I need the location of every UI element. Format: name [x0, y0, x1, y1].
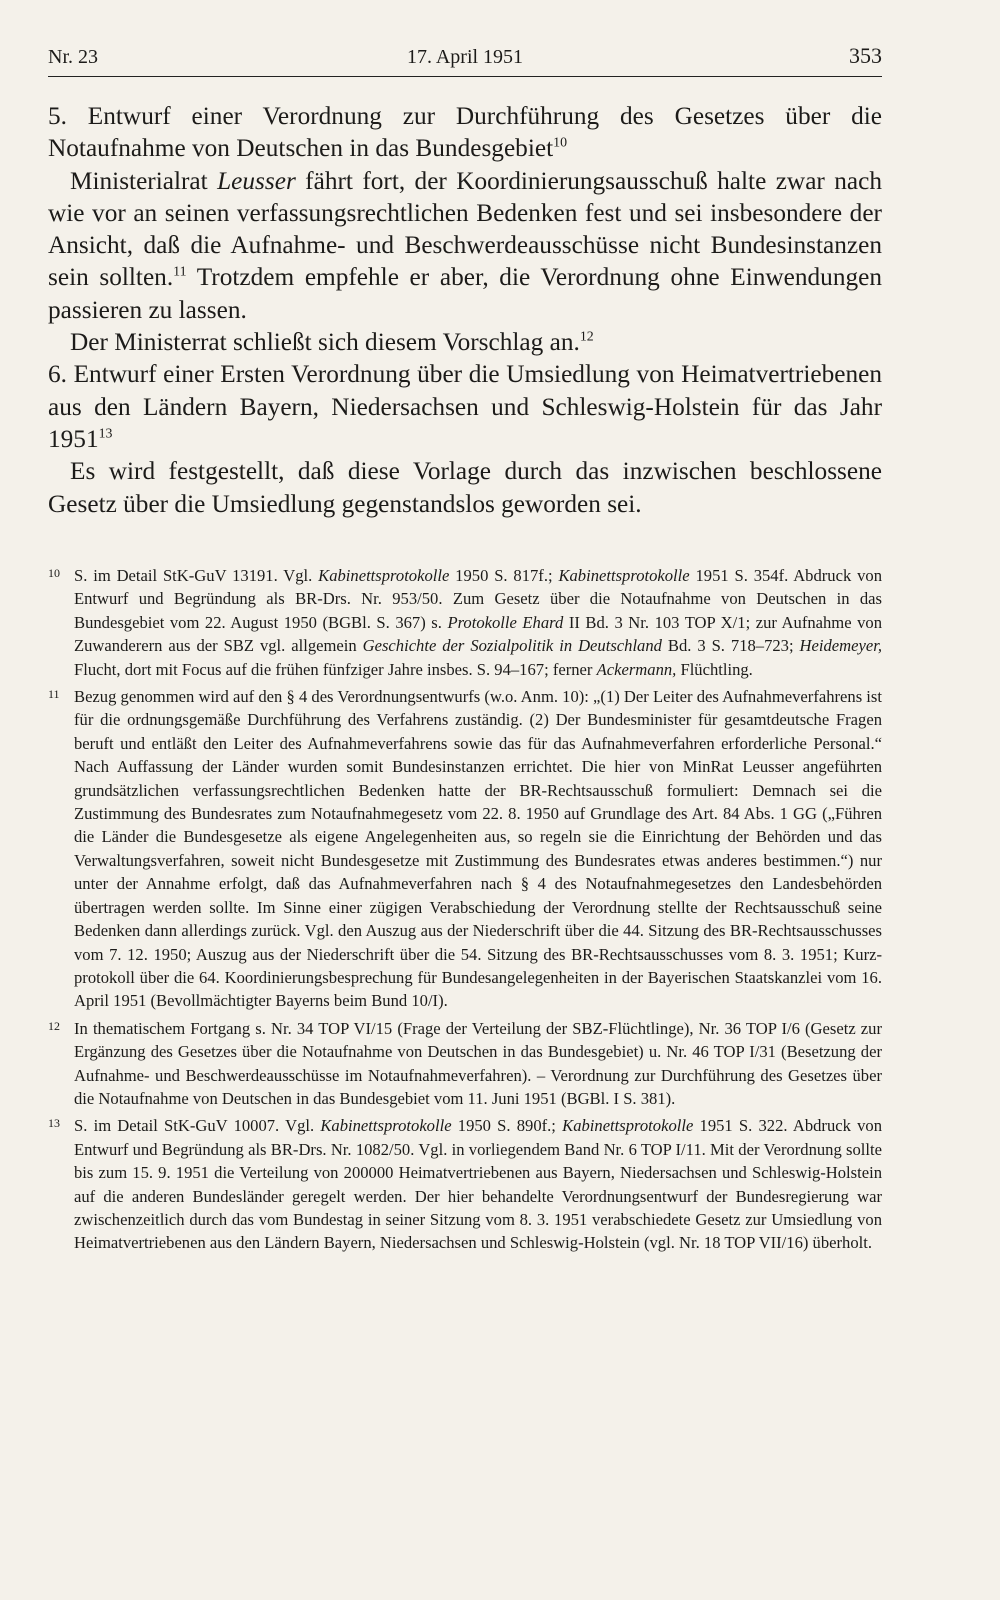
- page-number: 353: [849, 43, 882, 68]
- footnote-ref[interactable]: 11: [173, 264, 187, 280]
- agenda-item-5-decision: Der Ministerrat schließt sich diesem Vorschlag an.$^{12}$: [70, 328, 594, 357]
- footnote-ref[interactable]: 10: [553, 135, 568, 151]
- footnote-number: 10: [48, 566, 60, 580]
- footnote-number: 13: [48, 1116, 60, 1131]
- footnote-13: 13 S. im Detail StK-GuV 10007. Vgl. Kabinettsprotokolle 1950 S. 890f.; Kabinettsprotokolle 1951 S. 322. Abdruck von Entwurf und Begründung als BR-Drs. Nr. 1082/50. Vgl. in vorliegendem Band Nr. 6 TOP I/11. Mit der Verordnung sollte bis zum 15. 9. 1951 die Verteilung von 200000 Heimatvertriebenen aus Bayern, Niedersachsen und Schleswig-Holstein auf die anderen Bundesländer geregelt werden. Der hier behandelte Verordnungsentwurf der Bundesregierung war zwischenzeitlich durch das vom Bundestag in seiner Sitzung vom 8. 3. 1951 verabschiedete Gesetz zur Umsiedlung von Heimatvertriebenen aus den Ländern Bayern, Niedersachsen und Schleswig-Holstein (vgl. Nr. 18 TOP VII/16) überholt.: [48, 1114, 882, 1254]
- agenda-item-6-title: 6. Entwurf einer Ersten Verordnung über die Umsiedlung von Heimatvertriebenen aus den Ländern Bayern, Niedersachsen und Schleswig-Holstein für das Jahr 1951$^{13}$: [48, 360, 882, 453]
- running-header: [48, 40, 882, 77]
- footnote-ref[interactable]: 13: [98, 426, 113, 442]
- footnote-10: 10 S. im Detail StK-GuV 13191. Vgl. Kabinettsprotokolle 1950 S. 817f.; Kabinettsprotokolle 1951 S. 354f. Abdruck von Entwurf und Begründung als BR-Drs. Nr. 953/50. Zum Gesetz über die Notaufnahme von Deutschen in das Bundesgebiet vom 22. August 1950 (BGBl. S. 367) s. Protokolle Ehard II Bd. 3 Nr. 103 TOP X/1; zur Aufnahme von Zuwanderern aus der SBZ vgl. allgemein Geschichte der Sozialpolitik in Deutschland Bd. 3 S. 718–723; Heidemeyer, Flucht, dort mit Focus auf die frühen fünfziger Jahre insbes. S. 94–167; ferner Ackermann, Flüchtling.: [48, 564, 882, 681]
- footnote-ref[interactable]: 12: [579, 329, 594, 345]
- agenda-item-5-title: 5. Entwurf einer Verordnung zur Durchführung des Gesetzes über die Notaufnahme von Deutschen in das Bundesgebiet$^{10}$: [48, 102, 882, 163]
- footnote-12: 12 In thematischem Fortgang s. Nr. 34 TOP VI/15 (Frage der Verteilung der SBZ-Flüchtlinge), Nr. 36 TOP I/6 (Gesetz zur Ergänzung des Gesetzes über die Notaufnahme von Deutschen in das Bundesgebiet) u. Nr. 46 TOP I/31 (Besetzung der Aufnahme- und Beschwerdeausschüsse im Notaufnahmeverfahren). – Verordnung zur Durchführung des Gesetzes über die Notaufnahme von Deutschen in das Bundesgebiet vom 11. Juni 1951 (BGBl. I S. 381).: [48, 1017, 882, 1111]
- person-name: Leusser: [217, 166, 296, 195]
- footnotes: [48, 564, 882, 1255]
- main-text: [48, 100, 882, 520]
- footnote-number: 11: [48, 687, 60, 702]
- agenda-item-5-paragraph: Ministerialrat Leusser fährt fort, der Koordinierungsausschuß halte zwar nach wie vor an seinen verfassungsrechtlichen Bedenken fest und sei insbesondere der Ansicht, daß die Aufnahme- und Beschwerdeausschüsse nicht Bundesinstanzen sein sollten.$^{11}$ Trotzdem empfehle er aber, die Verordnung ohne Einwendungen passieren zu lassen.: [48, 166, 882, 324]
- footnote-number: 12: [48, 1018, 60, 1033]
- issue-number: Nr. 23: [48, 46, 98, 68]
- agenda-item-6-paragraph: Es wird festgestellt, daß diese Vorlage durch das inzwischen beschlossene Gesetz über die Umsiedlung gegenstandslos geworden sei.: [48, 457, 882, 518]
- header-date: 17. April 1951: [406, 46, 524, 68]
- footnote-11: 11 Bezug genommen wird auf den § 4 des Verordnungsentwurfs (w.o. Anm. 10): „(1) Der Leiter des Aufnahmeverfahrens ist für die ordnungsgemäße Durchführung des Verfahrens zuständig. (2) Der Bundesminister für gesamtdeutsche Fragen beruft und entläßt den Leiter des Aufnahmeverfahrens sowie das für das Aufnahmeverfahren erforderliche Personal.“ Nach Auffassung der Länder wurden somit Bundesinstanzen errichtet. Die hier von MinRat Leusser angeführten grundsätzlichen verfassungsrechtlichen Bedenken hatte der BR-Rechtsausschuß formuliert: Demnach sei die Zustimmung des Bundesrates zum Notaufnahmegesetz vom 22. 8. 1950 auf Grundlage des Art. 84 Abs. 1 GG („Führen die Länder die Bundesgesetze als eigene Angelegenheiten aus, so regeln sie die Einrichtung der Behörden und das Verwaltungsverfahren, soweit nicht Bundesgesetze mit Zustimmung des Bundesrates etwas anderes bestimmen.“) nur unter der Annahme erfolgt, daß das Aufnahmeverfahren nach § 4 des Notaufnahmegesetzes den Landesbehörden übertragen werden sollte. Im Sinne einer zügigen Verabschiedung der Verordnung stellte der Rechtsausschuß seine Bedenken dann allerdings zurück. Vgl. den Auszug aus der Niederschrift über die 44. Sitzung des BR-Rechtsausschusses vom 7. 12. 1950; Auszug aus der Niederschrift über die 54. Sitzung des BR-Rechtsausschusses vom 8. 3. 1951; Kurzprotokoll über die 64. Koordinierungsbesprechung für Bundesangelegenheiten in der Bayerischen Staatskanzlei vom 16. April 1951 (Bevollmächtigter Bayerns beim Bund 10/I).: [48, 685, 882, 1013]
